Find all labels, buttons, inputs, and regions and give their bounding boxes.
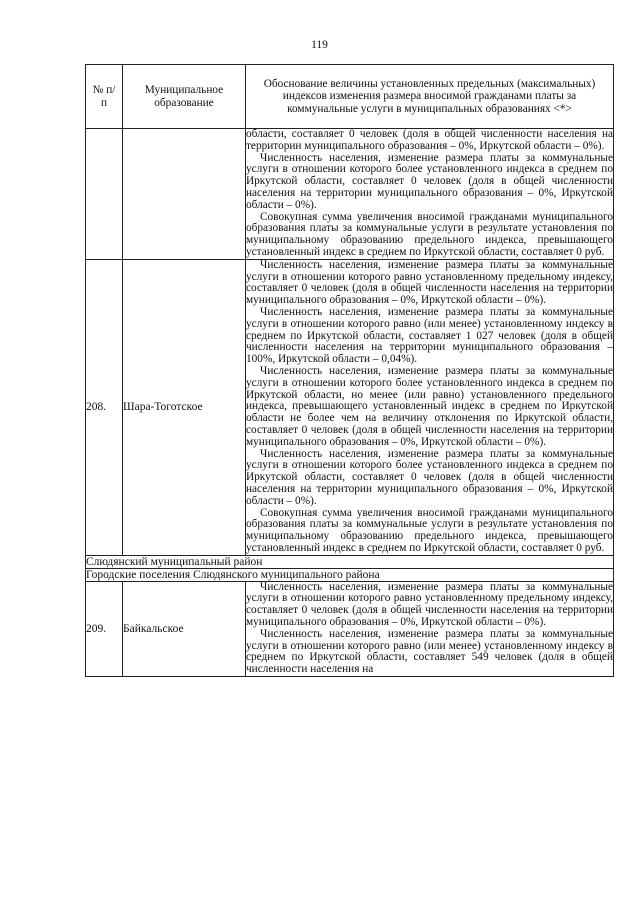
- header-municipality: Муниципальное образование: [123, 65, 246, 129]
- paragraph: области, составляет 0 человек (доля в общей численности населения на территории муниципального образования – 0%, Иркутской области – 0%).: [246, 128, 613, 152]
- cell-justification: [246, 259, 614, 555]
- paragraph: Совокупная сумма увеличения вносимой гражданами муниципального образования платы за коммунальные услуги в результате установления по муниципальному образованию предельного индекса, превышающего установленный индекс в среднем по Иркутской области, составляет 0 руб.: [246, 210, 613, 258]
- cell-name: [123, 129, 246, 260]
- paragraph: Численность населения, изменение размера платы за коммунальные услуги в отношении которого равно установленному предельному индексу, составляет 0 человек (доля в общей численности населения на территории муниципального образования – 0%, Иркутской области – 0%).: [246, 258, 613, 307]
- paragraph: Численность населения, изменение размера платы за коммунальные услуги в отношении которого более установленного индекса в среднем по Иркутской области, составляет 0 человек (доля в общей численности населения на территории муниципального образования – 0%, Иркутской области – 0%).: [246, 447, 613, 507]
- subsection-title: Городские поселения Слюдянского муниципального района: [86, 568, 614, 581]
- section-title: Слюдянский муниципальный район: [86, 555, 614, 568]
- paragraph: Численность населения, изменение размера платы за коммунальные услуги в отношении которого равно установленному предельному индексу, составляет 0 человек (доля в общей численности населения на территории муниципального образования – 0%, Иркутской области – 0%).: [246, 580, 613, 629]
- cell-number: 209.: [86, 581, 123, 676]
- table-row-209: [86, 581, 614, 676]
- table-header-row: [86, 65, 614, 129]
- cell-name: Шара-Тоготское: [123, 259, 246, 555]
- cell-number: [86, 129, 123, 260]
- cell-justification: [246, 581, 614, 676]
- cell-justification: [246, 129, 614, 260]
- paragraph: Численность населения, изменение размера платы за коммунальные услуги в отношении которого равно (или менее) установленному индексу в среднем по Иркутской области, составляет 549 человек (доля в общей численности населения на: [246, 627, 613, 676]
- header-justification: Обоснование величины установленных предельных (максимальных) индексов изменения размера вносимой гражданами платы за коммунальные услуги в муниципальных образованиях <*>: [246, 65, 614, 129]
- header-number: № п/п: [86, 65, 123, 129]
- paragraph: Совокупная сумма увеличения вносимой гражданами муниципального образования платы за коммунальные услуги в результате установления по муниципальному образованию предельного индекса, превышающего установленный индекс в среднем по Иркутской области, составляет 0 руб.: [246, 506, 613, 554]
- table-row-continued: [86, 129, 614, 260]
- table-row-208: [86, 259, 614, 555]
- cell-number: 208.: [86, 259, 123, 555]
- cell-name: Байкальское: [123, 581, 246, 676]
- paragraph: Численность населения, изменение размера платы за коммунальные услуги в отношении которого более установленного индекса в среднем по Иркутской области, составляет 0 человек (доля в общей численности населения на территории муниципального образования – 0%, Иркутской области – 0%).: [246, 151, 613, 211]
- subsection-row: [86, 568, 614, 581]
- paragraph: Численность населения, изменение размера платы за коммунальные услуги в отношении которого более установленного индекса в среднем по Иркутской области, но менее (или равно) установленного предельного индекса, превышающего установленный индекс в среднем по Иркутской области не более чем на величину отклонения по Иркутской области, составляет 0 человек (доля в общей численности населения на территории муниципального образования – 0%, Иркутской области – 0%).: [246, 364, 613, 448]
- page-number: 119: [311, 39, 328, 51]
- paragraph: Численность населения, изменение размера платы за коммунальные услуги в отношении которого равно (или менее) установленному индексу в среднем по Иркутской области, составляет 1 027 человек (доля в общей численности населения на территории муниципального образования – 100%, Иркутской области – 0,04%).: [246, 305, 613, 366]
- section-row: [86, 555, 614, 568]
- tariff-index-table: [85, 64, 614, 677]
